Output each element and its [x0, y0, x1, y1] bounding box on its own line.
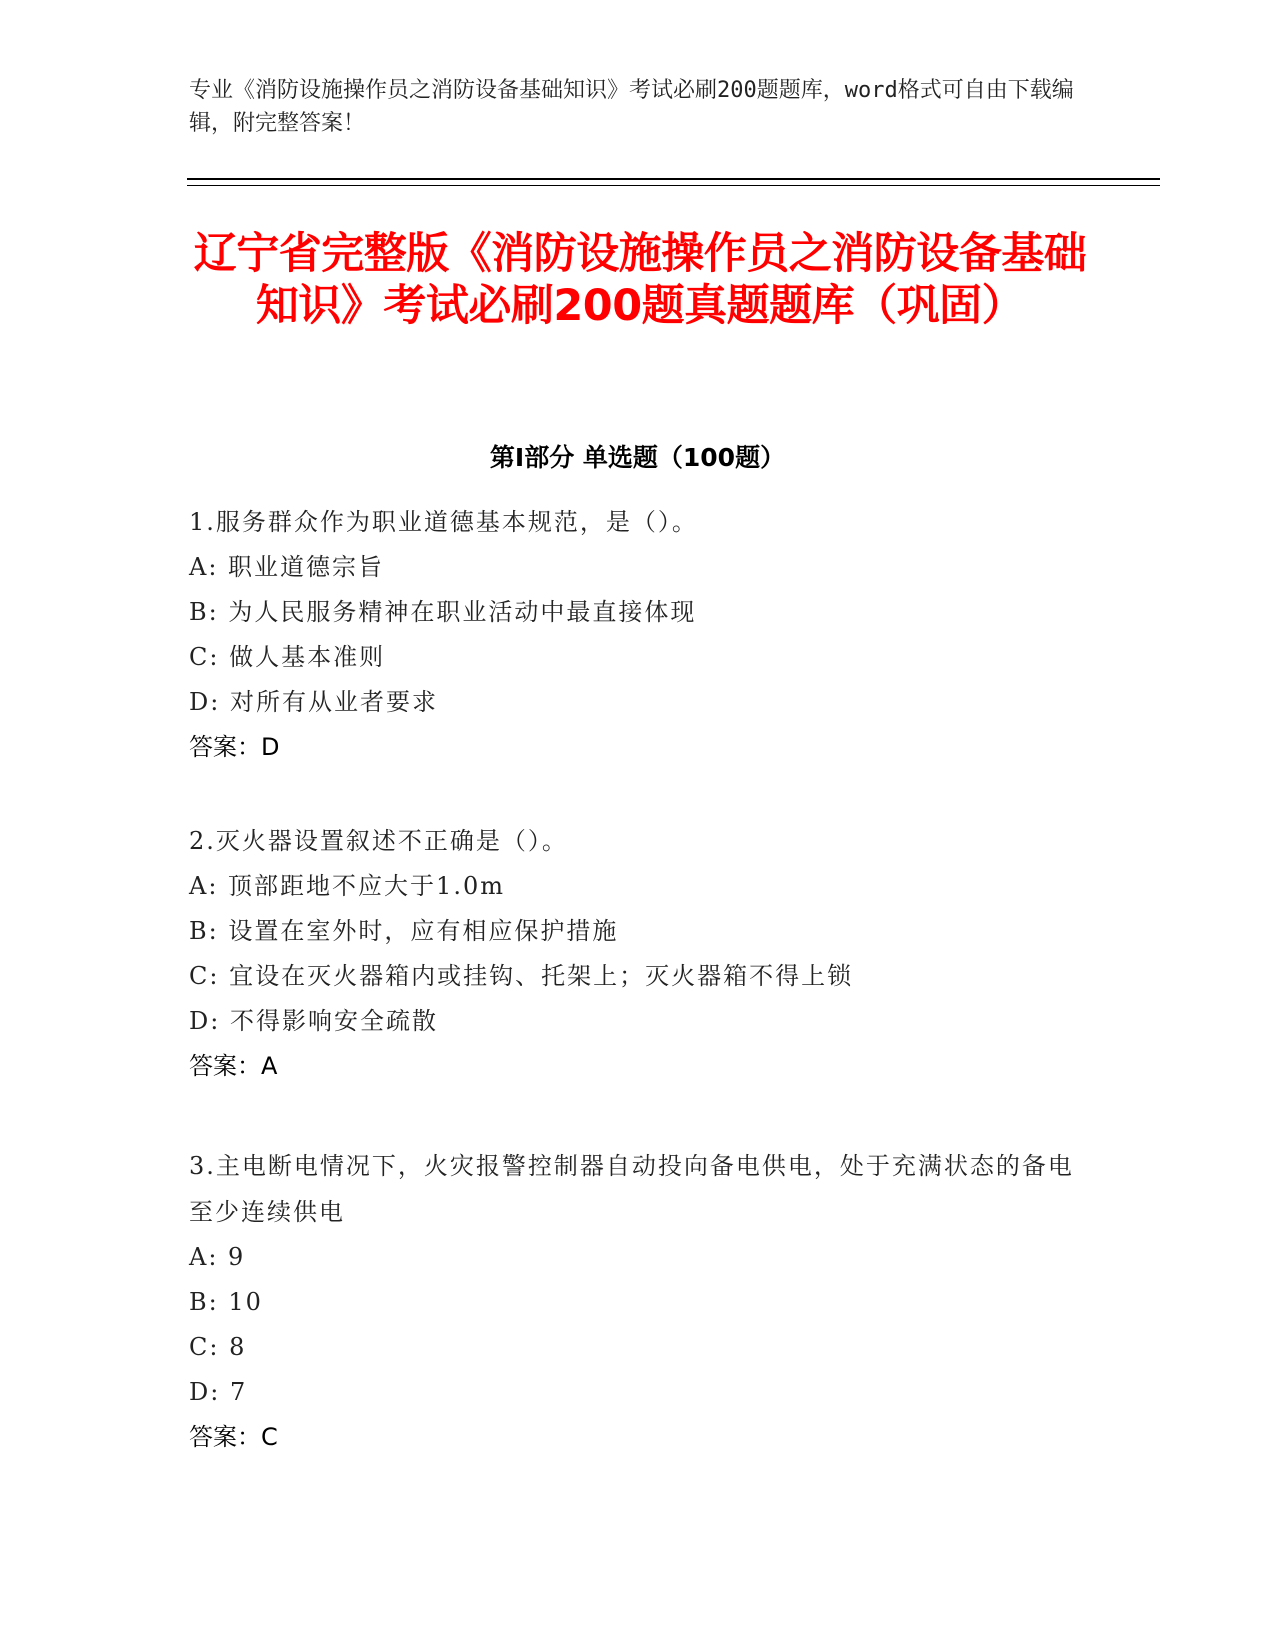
question-stem: 3.主电断电情况下，火灾报警控制器自动投向备电供电，处于充满状态的备电至少连续供电: [189, 1152, 1074, 1226]
question-stem: 2.灭火器设置叙述不正确是（）。: [189, 827, 568, 855]
option-d: D: 不得影响安全疏散: [189, 1007, 438, 1035]
document-title: 辽宁省完整版《消防设施操作员之消防设备基础知识》考试必刷200题真题题库（巩固）: [193, 229, 1087, 331]
header-divider-thick: [187, 178, 1160, 180]
answer-text: 答案：D: [189, 733, 280, 761]
option-b: B: 设置在室外时，应有相应保护措施: [189, 917, 619, 945]
section-heading: 第I部分 单选题（100题）: [489, 443, 786, 472]
option-c: C: 8: [189, 1333, 247, 1361]
question-block-2: [189, 819, 1089, 1089]
question-stem: 1.服务群众作为职业道德基本规范，是（）。: [189, 508, 698, 536]
option-c: C: 做人基本准则: [189, 643, 386, 671]
question-block-3: [189, 1143, 1089, 1460]
intro-text: 专业《消防设施操作员之消防设备基础知识》考试必刷200题题库，word格式可自由下载编辑，附完整答案！: [189, 78, 1074, 136]
option-a: A: 9: [189, 1243, 246, 1271]
header-divider-thin: [187, 185, 1160, 186]
option-a: A: 职业道德宗旨: [189, 553, 385, 581]
option-b: B: 为人民服务精神在职业活动中最直接体现: [189, 598, 697, 626]
option-b: B: 10: [189, 1288, 263, 1316]
question-block-1: [189, 500, 1089, 770]
option-a: A: 顶部距地不应大于1.0m: [189, 872, 505, 900]
option-d: D: 7: [189, 1378, 248, 1406]
option-c: C: 宜设在灭火器箱内或挂钩、托架上；灭火器箱不得上锁: [189, 962, 854, 990]
answer-text: 答案：C: [189, 1423, 278, 1451]
answer-text: 答案：A: [189, 1052, 278, 1080]
option-d: D: 对所有从业者要求: [189, 688, 438, 716]
